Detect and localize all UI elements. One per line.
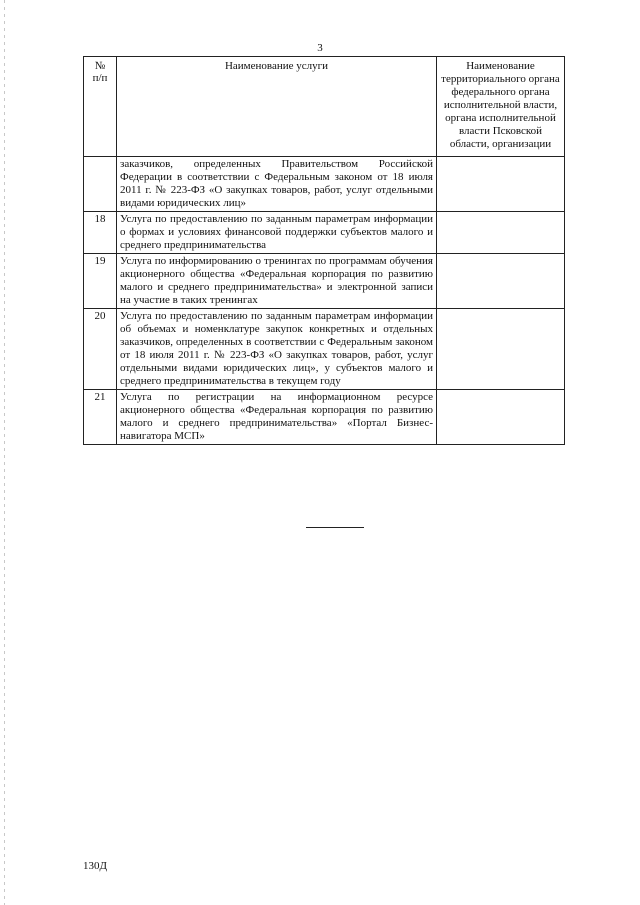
row-number: 20 (84, 309, 117, 390)
row-service-name: Услуга по информированию о тренингах по программам обучения акционерного общества «Федеральная корпорация по развитию малого и среднего предпринимательства» и электронной записи на участие в таких тренингах (117, 254, 437, 309)
table-row (84, 309, 565, 390)
row-service-name: Услуга по предоставлению по заданным параметрам информации о формах и условиях финансовой поддержки субъектов малого и среднего предпринимательства (117, 212, 437, 254)
row-number: 19 (84, 254, 117, 309)
header-number-label: № п/п (92, 60, 108, 84)
table-header-row (84, 57, 565, 157)
header-organization (437, 57, 565, 157)
row-service-name: Услуга по регистрации на информационном ресурсе акционерного общества «Федеральная корпорация по развитию малого и среднего предпринимательства» «Портал Бизнес-навигатора МСП» (117, 390, 437, 445)
table-row (84, 157, 565, 212)
row-number: 21 (84, 390, 117, 445)
scan-edge-artifact (4, 0, 5, 905)
table-row (84, 254, 565, 309)
row-number (84, 157, 117, 212)
row-service-name: Услуга по предоставлению по заданным параметрам информации об объемах и номенклатуре закупок конкретных и отдельных заказчиков, определенных в соответствии с Федеральным законом от 18 июля 2011 г. № 223-ФЗ «О закупках товаров, работ, услуг отдельными видами юридических лиц», у субъектов малого и среднего предпринимательства в текущем году (117, 309, 437, 390)
row-service-name: заказчиков, определенных Правительством Российской Федерации в соответствии с Федеральным законом от 18 июля 2011 г. № 223-ФЗ «О закупках товаров, работ, услуг отдельными видами юридических лиц» (117, 157, 437, 212)
table-row (84, 212, 565, 254)
row-organization (437, 309, 565, 390)
row-organization (437, 254, 565, 309)
header-service-name (117, 57, 437, 157)
services-table (83, 56, 565, 445)
end-divider (306, 527, 364, 528)
row-organization (437, 212, 565, 254)
header-service-name-label: Наименование услуги (224, 60, 329, 72)
header-organization-label: Наименование территориального органа федерального органа исполнительной власти, органа исполнительной власти Псковской области, организации (441, 60, 560, 150)
table-row (84, 390, 565, 445)
footer-code: 130Д (83, 860, 108, 872)
header-number (84, 57, 117, 157)
row-number: 18 (84, 212, 117, 254)
row-organization (437, 390, 565, 445)
page-number: 3 (317, 42, 323, 54)
row-organization (437, 157, 565, 212)
